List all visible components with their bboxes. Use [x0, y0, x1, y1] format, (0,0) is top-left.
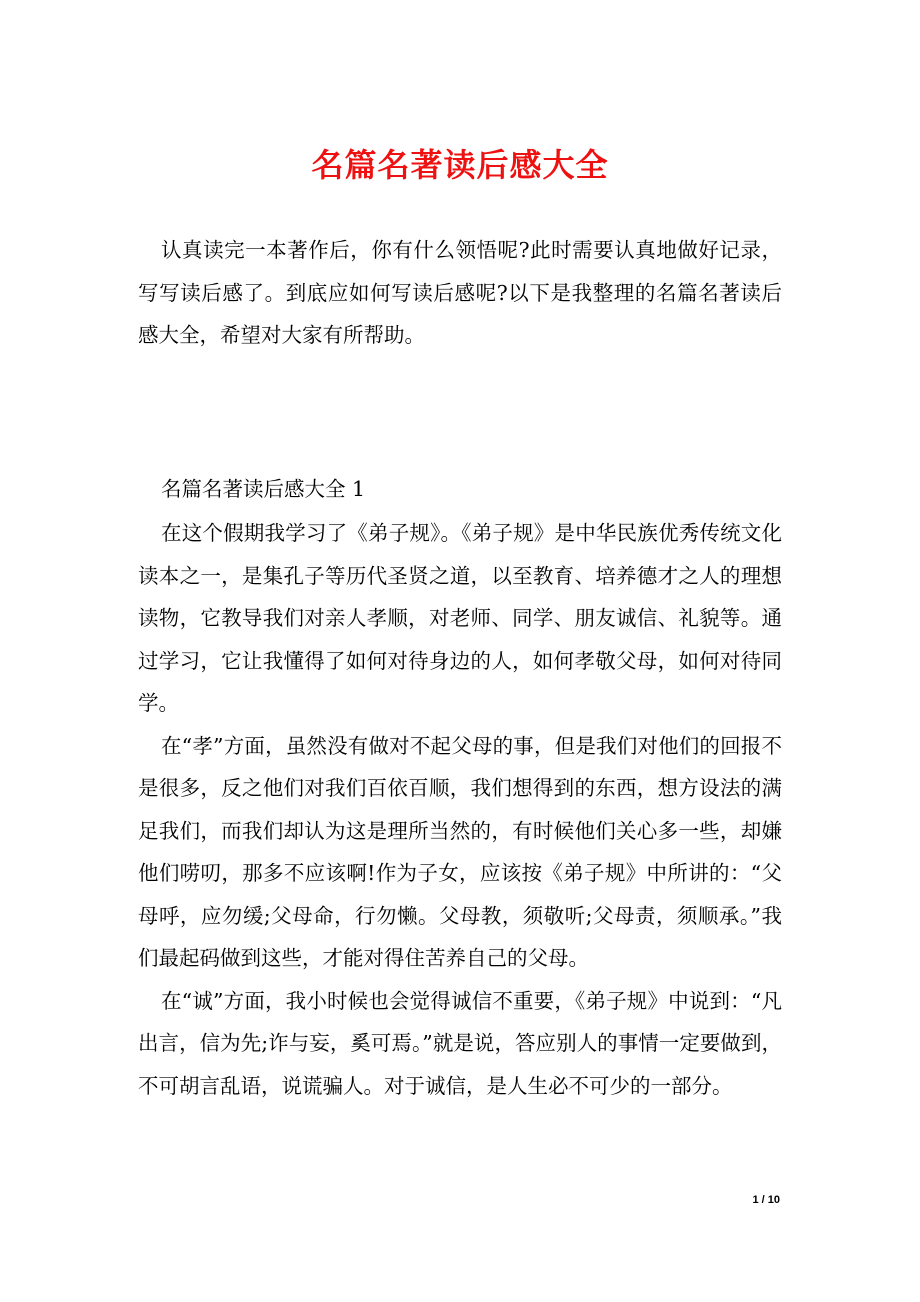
body-paragraph: 在“诚”方面，我小时候也会觉得诚信不重要，《弟子规》中说到：“凡出言，信为先;诈与妄，奚可焉。”就是说，答应别人的事情一定要做到，不可胡言乱语，说谎骗人。对于诚信，是人生必不可少的一部分。: [138, 988, 782, 1098]
page-indicator: 1 / 10: [752, 1194, 780, 1206]
intro-text: 认真读完一本著作后，你有什么领悟呢?此时需要认真地做好记录，写写读后感了。到底应如何写读后感呢?以下是我整理的名篇名著读后感大全，希望对大家有所帮助。: [138, 238, 782, 347]
article-body: [138, 512, 782, 1107]
body-paragraph: 在这个假期我学习了《弟子规》。《弟子规》是中华民族优秀传统文化读本之一，是集孔子等历代圣贤之道，以至教育、培养德才之人的理想读物，它教导我们对亲人孝顺，对老师、同学、朋友诚信、礼貌等。通过学习，它让我懂得了如何对待身边的人，如何孝敬父母，如何对待同学。: [138, 521, 782, 715]
body-paragraph: 在“孝”方面，虽然没有做对不起父母的事，但是我们对他们的回报不是很多，反之他们对我们百依百顺，我们想得到的东西，想方设法的满足我们，而我们却认为这是理所当然的，有时候他们关心多一些，却嫌他们唠叨，那多不应该啊!作为子女，应该按《弟子规》中所讲的：“父母呼，应勿缓;父母命，行勿懒。父母教，须敬听;父母责，须顺承。”我们最起码做到这些，才能对得住苦养自己的父母。: [138, 733, 782, 970]
intro-paragraph: [138, 229, 782, 357]
document-title: 名篇名著读后感大全: [311, 146, 609, 184]
section-heading: 名篇名著读后感大全 1: [161, 477, 366, 501]
